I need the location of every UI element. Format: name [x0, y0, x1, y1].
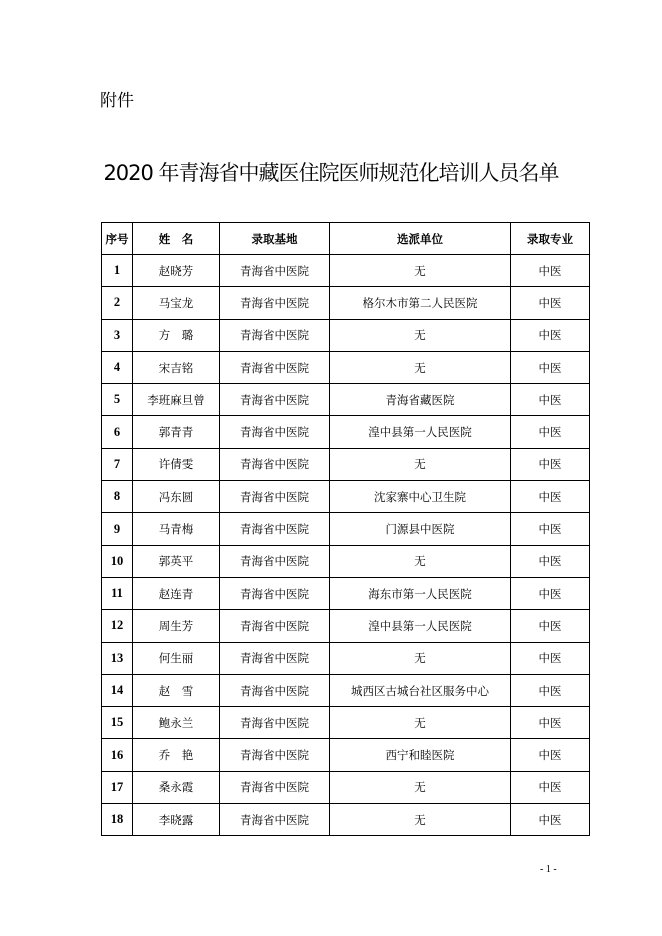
serial-number-cell: 4	[102, 351, 133, 383]
name-cell: 乔 艳	[133, 739, 220, 771]
admission-base-cell: 青海省中医院	[220, 771, 330, 803]
name-cell: 方 璐	[133, 319, 220, 351]
admission-major-cell: 中医	[511, 287, 590, 319]
admission-base-cell: 青海省中医院	[220, 577, 330, 609]
table-body	[102, 255, 590, 836]
admission-major-cell: 中医	[511, 416, 590, 448]
name-cell: 何生丽	[133, 642, 220, 674]
table-row	[102, 416, 590, 448]
dispatching-unit-cell: 海东市第一人民医院	[330, 577, 511, 609]
table-row	[102, 448, 590, 480]
admission-major-cell: 中医	[511, 384, 590, 416]
serial-number-cell: 16	[102, 739, 133, 771]
table-row	[102, 481, 590, 513]
table-row	[102, 642, 590, 674]
dispatching-unit-cell: 无	[330, 707, 511, 739]
dispatching-unit-cell: 格尔木市第二人民医院	[330, 287, 511, 319]
dispatching-unit-cell: 青海省藏医院	[330, 384, 511, 416]
admission-major-cell: 中医	[511, 481, 590, 513]
admission-major-cell: 中医	[511, 577, 590, 609]
table-row	[102, 545, 590, 577]
table-row	[102, 287, 590, 319]
page-number: - 1 -	[540, 864, 557, 875]
dispatching-unit-cell: 城西区古城台社区服务中心	[330, 674, 511, 706]
admission-major-cell: 中医	[511, 448, 590, 480]
serial-number-cell: 8	[102, 481, 133, 513]
serial-number-cell: 9	[102, 513, 133, 545]
admission-major-cell: 中医	[511, 610, 590, 642]
name-cell: 马宝龙	[133, 287, 220, 319]
admission-base-cell: 青海省中医院	[220, 545, 330, 577]
name-cell: 李晓露	[133, 804, 220, 836]
serial-number-cell: 14	[102, 674, 133, 706]
trainee-roster-table	[101, 222, 590, 836]
admission-major-cell: 中医	[511, 545, 590, 577]
header-admission-base: 录取基地	[220, 223, 330, 255]
admission-base-cell: 青海省中医院	[220, 674, 330, 706]
admission-base-cell: 青海省中医院	[220, 416, 330, 448]
dispatching-unit-cell: 西宁和睦医院	[330, 739, 511, 771]
dispatching-unit-cell: 湟中县第一人民医院	[330, 416, 511, 448]
table-row	[102, 804, 590, 836]
admission-major-cell: 中医	[511, 319, 590, 351]
header-admission-major: 录取专业	[511, 223, 590, 255]
table-row	[102, 351, 590, 383]
admission-base-cell: 青海省中医院	[220, 739, 330, 771]
dispatching-unit-cell: 无	[330, 255, 511, 287]
name-cell: 郭青青	[133, 416, 220, 448]
serial-number-cell: 10	[102, 545, 133, 577]
serial-number-cell: 11	[102, 577, 133, 609]
serial-number-cell: 6	[102, 416, 133, 448]
header-serial-number: 序号	[102, 223, 133, 255]
admission-base-cell: 青海省中医院	[220, 287, 330, 319]
serial-number-cell: 5	[102, 384, 133, 416]
name-cell: 郭英平	[133, 545, 220, 577]
admission-base-cell: 青海省中医院	[220, 804, 330, 836]
dispatching-unit-cell: 无	[330, 771, 511, 803]
dispatching-unit-cell: 沈家寨中心卫生院	[330, 481, 511, 513]
serial-number-cell: 1	[102, 255, 133, 287]
attachment-label: 附件	[100, 91, 134, 111]
table-row	[102, 255, 590, 287]
admission-base-cell: 青海省中医院	[220, 351, 330, 383]
admission-base-cell: 青海省中医院	[220, 319, 330, 351]
admission-major-cell: 中医	[511, 255, 590, 287]
name-cell: 赵 雪	[133, 674, 220, 706]
serial-number-cell: 17	[102, 771, 133, 803]
table-row	[102, 674, 590, 706]
serial-number-cell: 15	[102, 707, 133, 739]
name-cell: 赵晓芳	[133, 255, 220, 287]
dispatching-unit-cell: 无	[330, 545, 511, 577]
admission-major-cell: 中医	[511, 513, 590, 545]
admission-base-cell: 青海省中医院	[220, 255, 330, 287]
dispatching-unit-cell: 无	[330, 642, 511, 674]
table-row	[102, 610, 590, 642]
admission-base-cell: 青海省中医院	[220, 384, 330, 416]
table-row	[102, 384, 590, 416]
dispatching-unit-cell: 无	[330, 804, 511, 836]
name-cell: 周生芳	[133, 610, 220, 642]
admission-major-cell: 中医	[511, 804, 590, 836]
admission-major-cell: 中医	[511, 707, 590, 739]
serial-number-cell: 2	[102, 287, 133, 319]
admission-base-cell: 青海省中医院	[220, 513, 330, 545]
name-cell: 赵连青	[133, 577, 220, 609]
header-dispatching-unit: 选派单位	[330, 223, 511, 255]
table-header-row	[102, 223, 590, 255]
dispatching-unit-cell: 无	[330, 448, 511, 480]
serial-number-cell: 12	[102, 610, 133, 642]
admission-base-cell: 青海省中医院	[220, 448, 330, 480]
dispatching-unit-cell: 无	[330, 319, 511, 351]
admission-major-cell: 中医	[511, 642, 590, 674]
serial-number-cell: 13	[102, 642, 133, 674]
admission-major-cell: 中医	[511, 771, 590, 803]
admission-major-cell: 中医	[511, 739, 590, 771]
name-cell: 冯东圆	[133, 481, 220, 513]
serial-number-cell: 3	[102, 319, 133, 351]
admission-base-cell: 青海省中医院	[220, 481, 330, 513]
table-row	[102, 319, 590, 351]
document-title: 2020 年青海省中藏医住院医师规范化培训人员名单	[103, 161, 559, 185]
table-row	[102, 739, 590, 771]
serial-number-cell: 18	[102, 804, 133, 836]
dispatching-unit-cell: 无	[330, 351, 511, 383]
admission-base-cell: 青海省中医院	[220, 610, 330, 642]
header-name: 姓 名	[133, 223, 220, 255]
table-row	[102, 707, 590, 739]
name-cell: 李班麻旦曾	[133, 384, 220, 416]
name-cell: 许倩雯	[133, 448, 220, 480]
table-row	[102, 513, 590, 545]
serial-number-cell: 7	[102, 448, 133, 480]
name-cell: 马青梅	[133, 513, 220, 545]
name-cell: 宋吉铭	[133, 351, 220, 383]
dispatching-unit-cell: 门源县中医院	[330, 513, 511, 545]
dispatching-unit-cell: 湟中县第一人民医院	[330, 610, 511, 642]
admission-base-cell: 青海省中医院	[220, 642, 330, 674]
name-cell: 桑永霞	[133, 771, 220, 803]
name-cell: 鲍永兰	[133, 707, 220, 739]
table-row	[102, 577, 590, 609]
table-row	[102, 771, 590, 803]
admission-base-cell: 青海省中医院	[220, 707, 330, 739]
admission-major-cell: 中医	[511, 351, 590, 383]
admission-major-cell: 中医	[511, 674, 590, 706]
